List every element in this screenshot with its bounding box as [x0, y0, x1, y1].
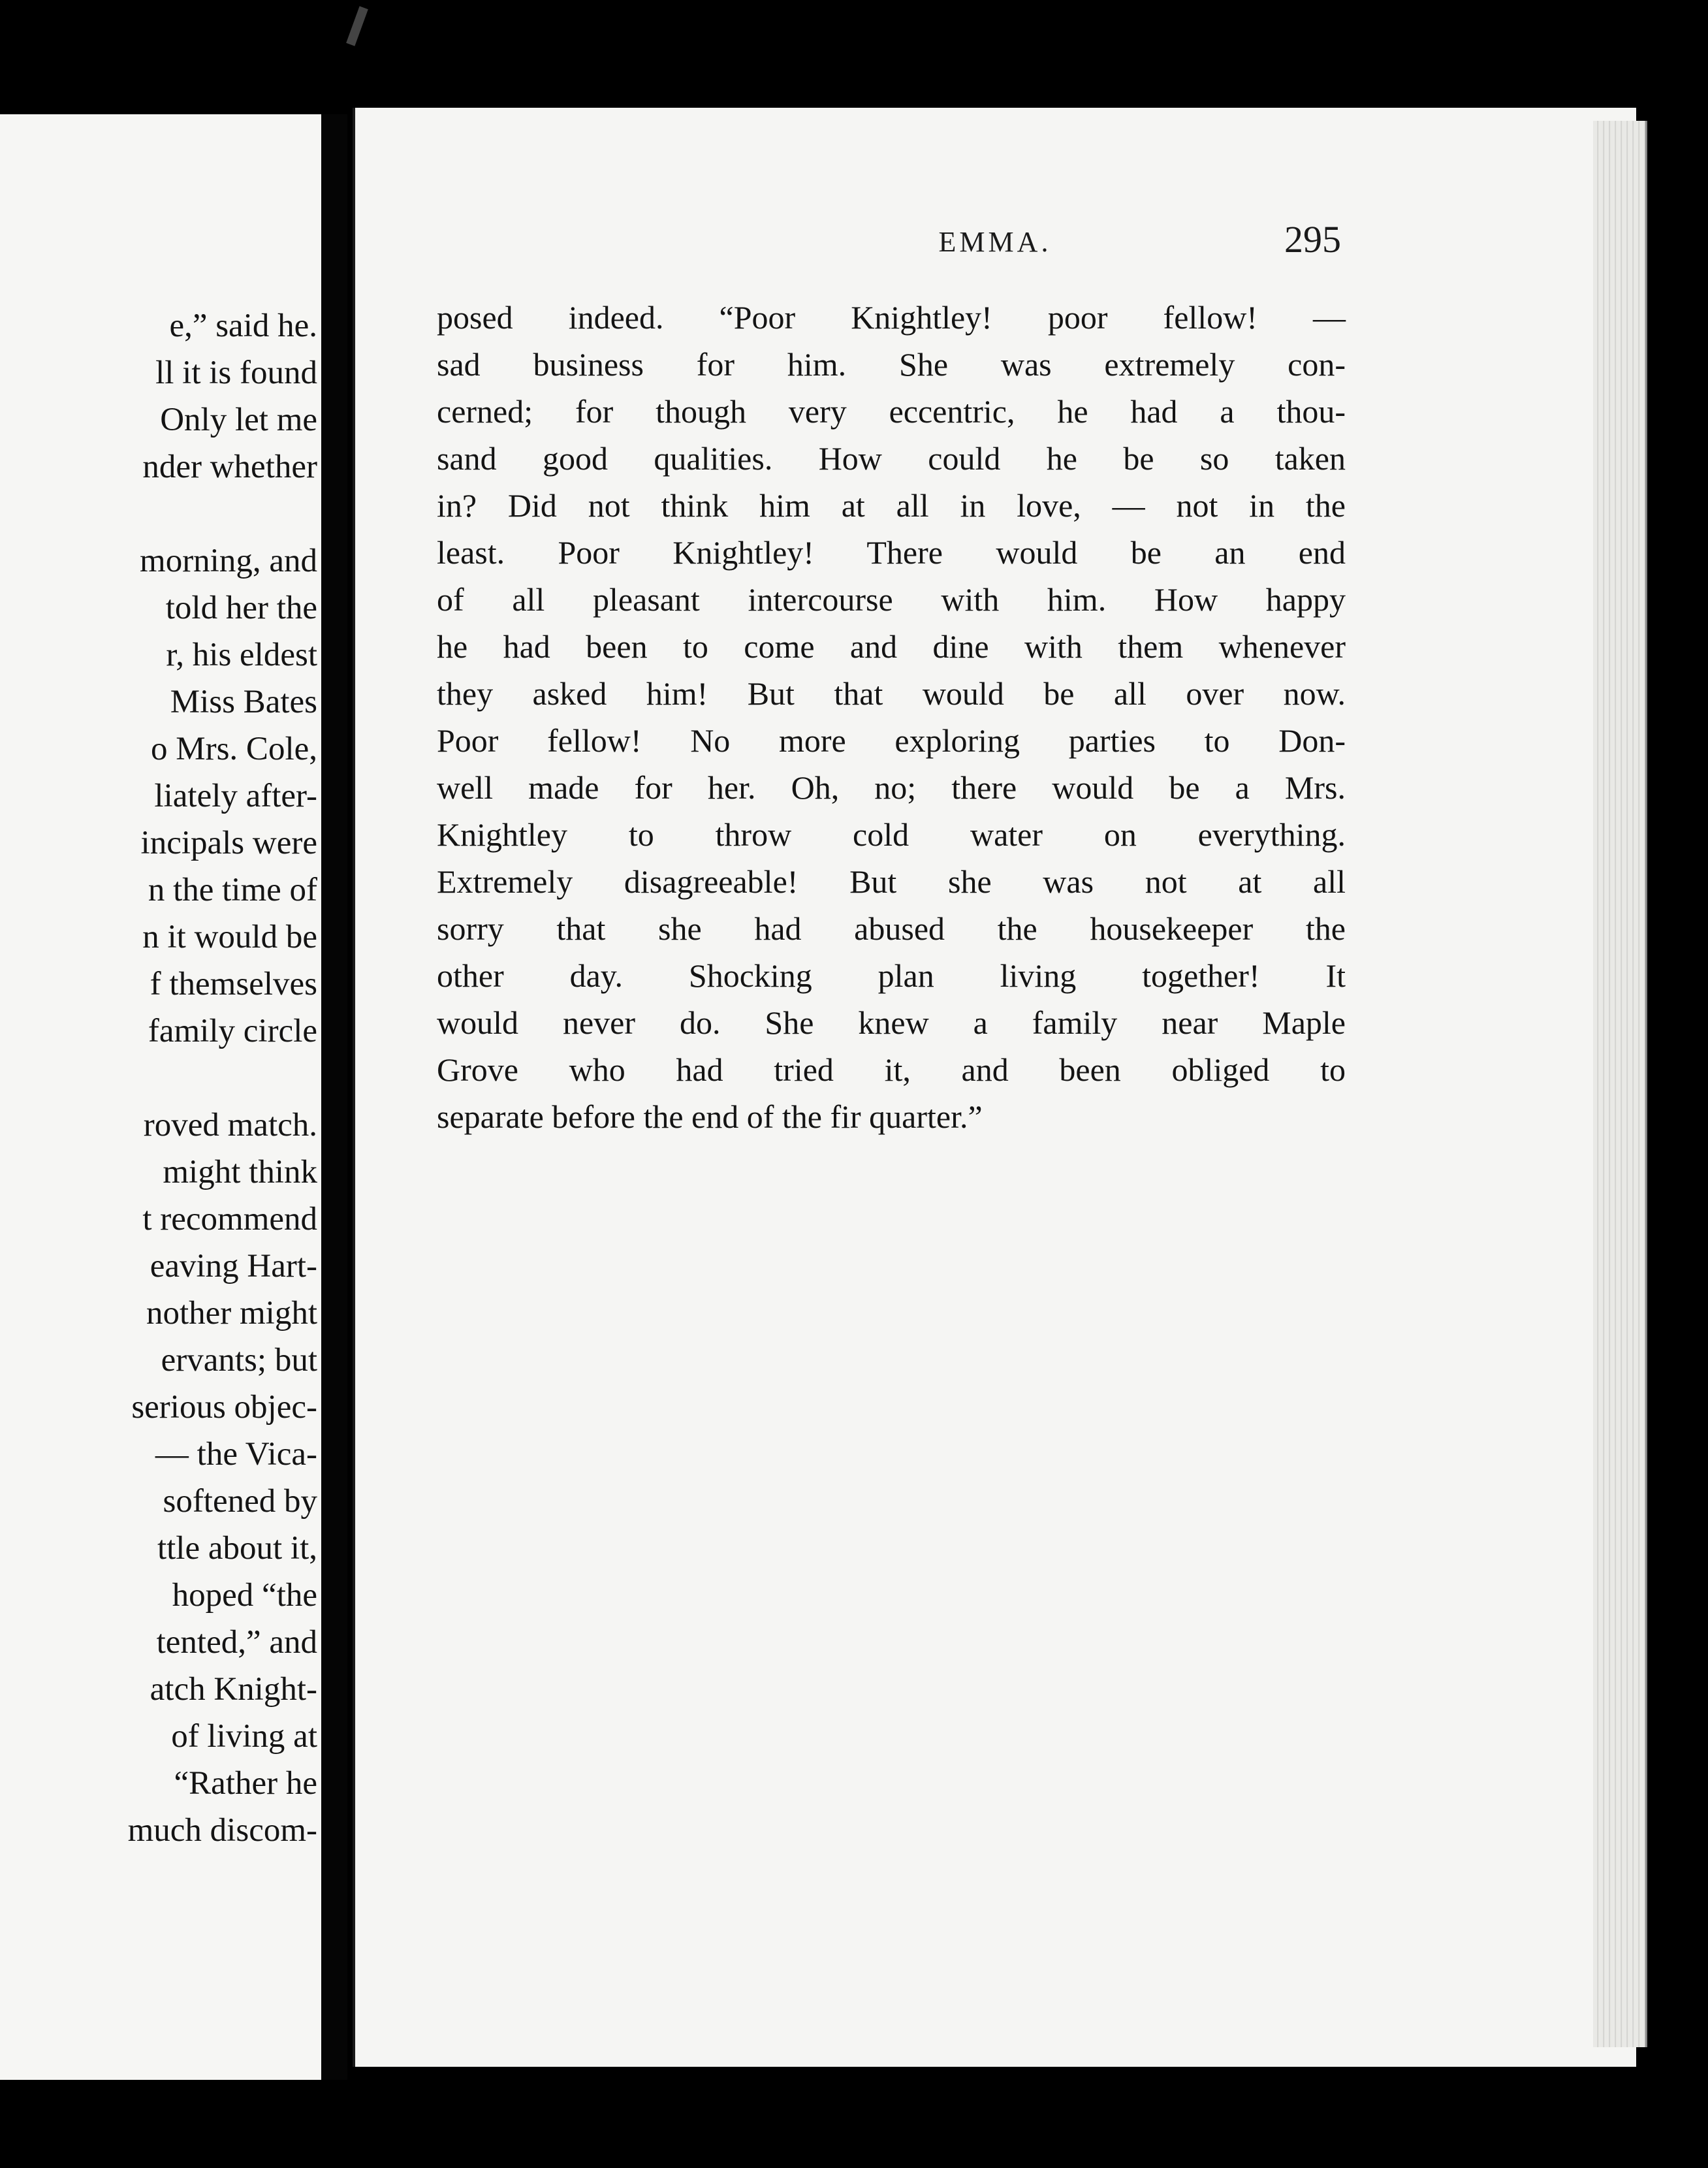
left-page-line: might think — [163, 1154, 317, 1190]
body-line: Grove who had tried it, and been obliged to — [437, 1051, 1346, 1088]
body-line: cerned; for though very eccentric, he had a thou- — [437, 393, 1346, 430]
left-page — [0, 114, 326, 2080]
left-page-line: Miss Bates — [170, 684, 317, 720]
left-page-line: ll it is found — [155, 355, 317, 391]
left-page-line: family circle — [148, 1013, 317, 1049]
scan-mark — [346, 6, 368, 46]
left-page-line: ttle about it, — [157, 1530, 317, 1567]
left-page-line: told her the — [165, 590, 317, 626]
left-page-line: liately after- — [154, 778, 317, 814]
left-page-line: t recommend — [142, 1201, 317, 1237]
left-page-line: “Rather he — [174, 1765, 317, 1802]
page-number: 295 — [1284, 218, 1341, 261]
left-page-line: roved match. — [143, 1107, 317, 1143]
left-page-line: morning, and — [140, 543, 317, 579]
body-line: separate before the end of the fir quarter.” — [437, 1098, 983, 1135]
left-page-line: atch Knight- — [150, 1671, 317, 1708]
body-line: he had been to come and dine with them whenever — [437, 628, 1346, 665]
left-page-line: ervants; but — [161, 1342, 317, 1379]
body-line: sad business for him. She was extremely con- — [437, 346, 1346, 383]
page-edges — [1593, 121, 1647, 2047]
body-line: Extremely disagreeable! But she was not at all — [437, 863, 1346, 900]
running-head: EMMA. — [938, 226, 1052, 258]
left-page-line: hoped “the — [172, 1577, 317, 1614]
body-line: in? Did not think him at all in love, — not in the — [437, 487, 1346, 524]
left-page-line: f themselves — [150, 966, 317, 1002]
book-gutter — [321, 114, 347, 2080]
body-line: would never do. She knew a family near Maple — [437, 1004, 1346, 1041]
left-page-line: e,” said he. — [169, 308, 317, 344]
left-page-line: incipals were — [140, 825, 317, 861]
left-page-line: n the time of — [148, 872, 317, 908]
body-line: well made for her. Oh, no; there would be a Mrs. — [437, 769, 1346, 806]
left-page-line: Only let me — [160, 402, 317, 438]
left-page-line: — the Vica- — [155, 1436, 317, 1473]
left-page-line: nother might — [146, 1295, 317, 1331]
left-page-line: nder whether — [142, 449, 317, 485]
page-body-text — [437, 294, 1346, 1140]
left-page-line: much discom- — [127, 1812, 317, 1849]
right-page — [353, 108, 1636, 2067]
body-line: least. Poor Knightley! There would be an end — [437, 534, 1346, 571]
body-line: sand good qualities. How could he be so taken — [437, 440, 1346, 477]
left-page-line: o Mrs. Cole, — [151, 731, 317, 767]
left-page-line: of living at — [171, 1718, 317, 1755]
left-page-line: softened by — [163, 1483, 317, 1520]
left-page-line: r, his eldest — [166, 637, 317, 673]
body-line: they asked him! But that would be all over now. — [437, 675, 1346, 712]
left-page-line: tented,” and — [156, 1624, 317, 1661]
body-line: posed indeed. “Poor Knightley! poor fellow! — — [437, 299, 1346, 336]
body-line: Poor fellow! No more exploring parties to Don- — [437, 722, 1346, 759]
body-line: other day. Shocking plan living together! It — [437, 957, 1346, 994]
body-line: sorry that she had abused the housekeeper the — [437, 910, 1346, 947]
left-page-line: eaving Hart- — [150, 1248, 317, 1284]
left-page-line: n it would be — [142, 919, 317, 955]
body-line: of all pleasant intercourse with him. How happy — [437, 581, 1346, 618]
left-page-line: serious objec- — [131, 1389, 317, 1426]
body-line: Knightley to throw cold water on everything. — [437, 816, 1346, 853]
